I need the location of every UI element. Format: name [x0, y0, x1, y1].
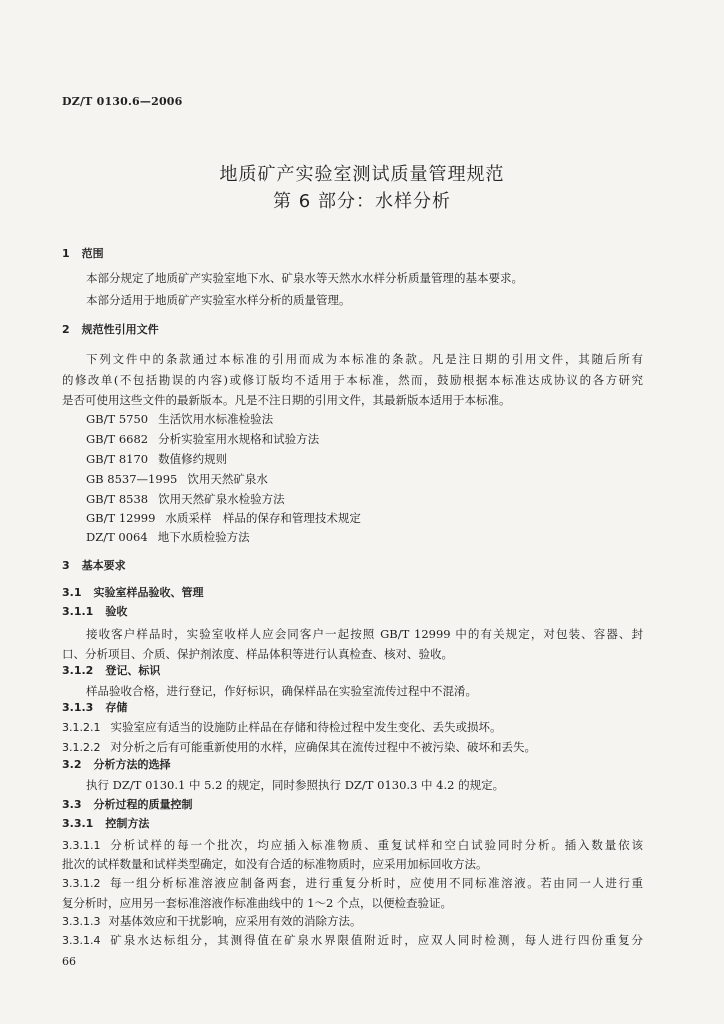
reference-title: 分析实验室用水规格和试验方法	[158, 432, 320, 446]
reference-code: GB/T 12999	[86, 511, 156, 525]
clause-text: 分析试样的每一个批次，均应插入标准物质、重复试样和空白试验同时分析。插入数量依该	[108, 838, 643, 852]
subsection-3-2-heading	[62, 758, 171, 772]
clause-number: 3.1.2.2	[62, 741, 101, 754]
reference-item	[86, 492, 285, 506]
section-title: 基本要求	[81, 559, 126, 572]
clause-continuation: 批次的试样数量和试样类型确定，如没有合适的标准物质时，应采用加标回收方法。	[62, 857, 488, 871]
reference-title: 生活饮用水标准检验法	[158, 412, 274, 426]
section-2-paragraph-line: 是否可使用这些文件的最新版本。凡是不注日期的引用文件，其最新版本适用于本标准。	[62, 393, 511, 407]
section-1-paragraph-2: 本部分适用于地质矿产实验室水样分析的质量管理。	[86, 293, 351, 307]
section-title: 分析过程的质量控制	[93, 798, 193, 811]
reference-item	[86, 530, 250, 544]
reference-code: GB/T 8170	[86, 452, 149, 466]
reference-title: 数值修约规则	[158, 452, 228, 466]
reference-title: 饮用天然矿泉水检验方法	[158, 492, 285, 506]
reference-item	[86, 511, 361, 525]
clause-number: 3.3.1.2	[62, 877, 101, 890]
document-subtitle: 第 6 部分：水样分析	[273, 191, 451, 212]
section-1-paragraph-1: 本部分规定了地质矿产实验室地下水、矿泉水等天然水水样分析质量管理的基本要求。	[86, 271, 523, 285]
clause-text: 对分析之后有可能重新使用的水样，应确保其在流传过程中不被污染、破坏和丢失。	[110, 740, 536, 754]
section-title: 验收	[105, 605, 128, 618]
section-number: 2	[62, 323, 70, 336]
section-number: 3.2	[62, 758, 82, 771]
page-number: 66	[62, 955, 76, 968]
reference-item	[86, 472, 268, 486]
section-number: 3.1.1	[62, 605, 94, 618]
section-number: 3	[62, 559, 70, 572]
clause-number: 3.3.1.1	[62, 839, 101, 852]
section-number: 3.3	[62, 798, 82, 811]
reference-item	[86, 452, 227, 466]
reference-item	[86, 412, 273, 426]
paragraph-line: 口、分析项目、介质、保护剂浓度、样品体积等进行认真检查、核对、验收。	[62, 647, 453, 661]
section-number: 3.1	[62, 586, 82, 599]
paragraph-line: 样品验收合格，进行登记，作好标识，确保样品在实验室流传过程中不混淆。	[86, 684, 477, 698]
section-2-heading	[62, 323, 159, 337]
clause-number: 3.3.1.4	[62, 934, 101, 947]
reference-title: 饮用天然矿泉水	[187, 472, 268, 486]
reference-code: GB/T 5750	[86, 412, 149, 426]
clause-line	[62, 876, 643, 891]
section-number: 3.1.3	[62, 701, 94, 714]
clause-line	[62, 914, 361, 929]
subsection-3-1-3-heading	[62, 701, 127, 715]
clause-line	[62, 720, 501, 735]
subsection-3-3-heading	[62, 798, 193, 812]
clause-text: 实验室应有适当的设施防止样品在存储和待检过程中发生变化、丢失或损坏。	[110, 720, 502, 734]
clause-text: 每一组分析标准溶液应制备两套，进行重复分析时，应使用不同标准溶液。若由同一人进行重	[108, 876, 643, 890]
reference-title: 地下水质检验方法	[157, 530, 250, 544]
section-number: 1	[62, 247, 70, 260]
clause-line	[62, 933, 643, 948]
section-2-paragraph-line: 下列文件中的条款通过本标准的引用而成为本标准的条款。凡是注日期的引用文件，其随后所有	[86, 352, 643, 366]
subsection-3-1-1-heading	[62, 605, 127, 619]
clause-text: 对基体效应和干扰影响，应采用有效的消除方法。	[108, 914, 362, 928]
document-title: 地质矿产实验室测试质量管理规范	[219, 164, 505, 185]
section-title: 登记、标识	[105, 664, 161, 677]
subsection-3-3-1-heading	[62, 817, 149, 831]
clause-line	[62, 740, 536, 755]
document-code-header: DZ/T 0130.6—2006	[62, 95, 183, 108]
reference-item	[86, 432, 319, 446]
clause-text: 矿泉水达标组分，其测得值在矿泉水界限值附近时，应双人同时检测，每人进行四份重复分	[108, 933, 643, 947]
subsection-3-1-heading	[62, 586, 204, 600]
section-title: 范围	[81, 247, 104, 260]
section-title: 分析方法的选择	[93, 758, 171, 771]
paragraph-line: 执行 DZ/T 0130.1 中 5.2 的规定，同时参照执行 DZ/T 0130.3 中 4.2 的规定。	[86, 778, 505, 792]
section-title: 控制方法	[105, 817, 150, 830]
section-title: 实验室样品验收、管理	[93, 586, 204, 599]
paragraph-line: 接收客户样品时，实验室收样人应会同客户一起按照 GB/T 12999 中的有关规定，对包装、容器、封	[86, 627, 643, 641]
section-title: 存储	[105, 701, 128, 714]
clause-number: 3.3.1.3	[62, 915, 101, 928]
clause-continuation: 复分析时，应用另一套标准溶液作标准曲线中的 1～2 个点，以便检查验证。	[62, 896, 452, 910]
subsection-3-1-2-heading	[62, 664, 160, 678]
reference-title: 水质采样 样品的保存和管理技术规定	[165, 511, 361, 525]
section-1-heading	[62, 247, 104, 261]
section-number: 3.3.1	[62, 817, 94, 830]
reference-code: GB/T 6682	[86, 432, 149, 446]
section-title: 规范性引用文件	[81, 323, 159, 336]
section-2-paragraph-line: 的修改单(不包括勘误的内容)或修订版均不适用于本标准，然而，鼓励根据本标准达成协议的各方研究	[62, 373, 643, 387]
reference-code: GB 8537—1995	[86, 472, 178, 486]
reference-code: DZ/T 0064	[86, 530, 148, 544]
reference-code: GB/T 8538	[86, 492, 149, 506]
clause-line	[62, 838, 643, 853]
section-3-heading	[62, 559, 126, 573]
section-number: 3.1.2	[62, 664, 94, 677]
clause-number: 3.1.2.1	[62, 721, 101, 734]
